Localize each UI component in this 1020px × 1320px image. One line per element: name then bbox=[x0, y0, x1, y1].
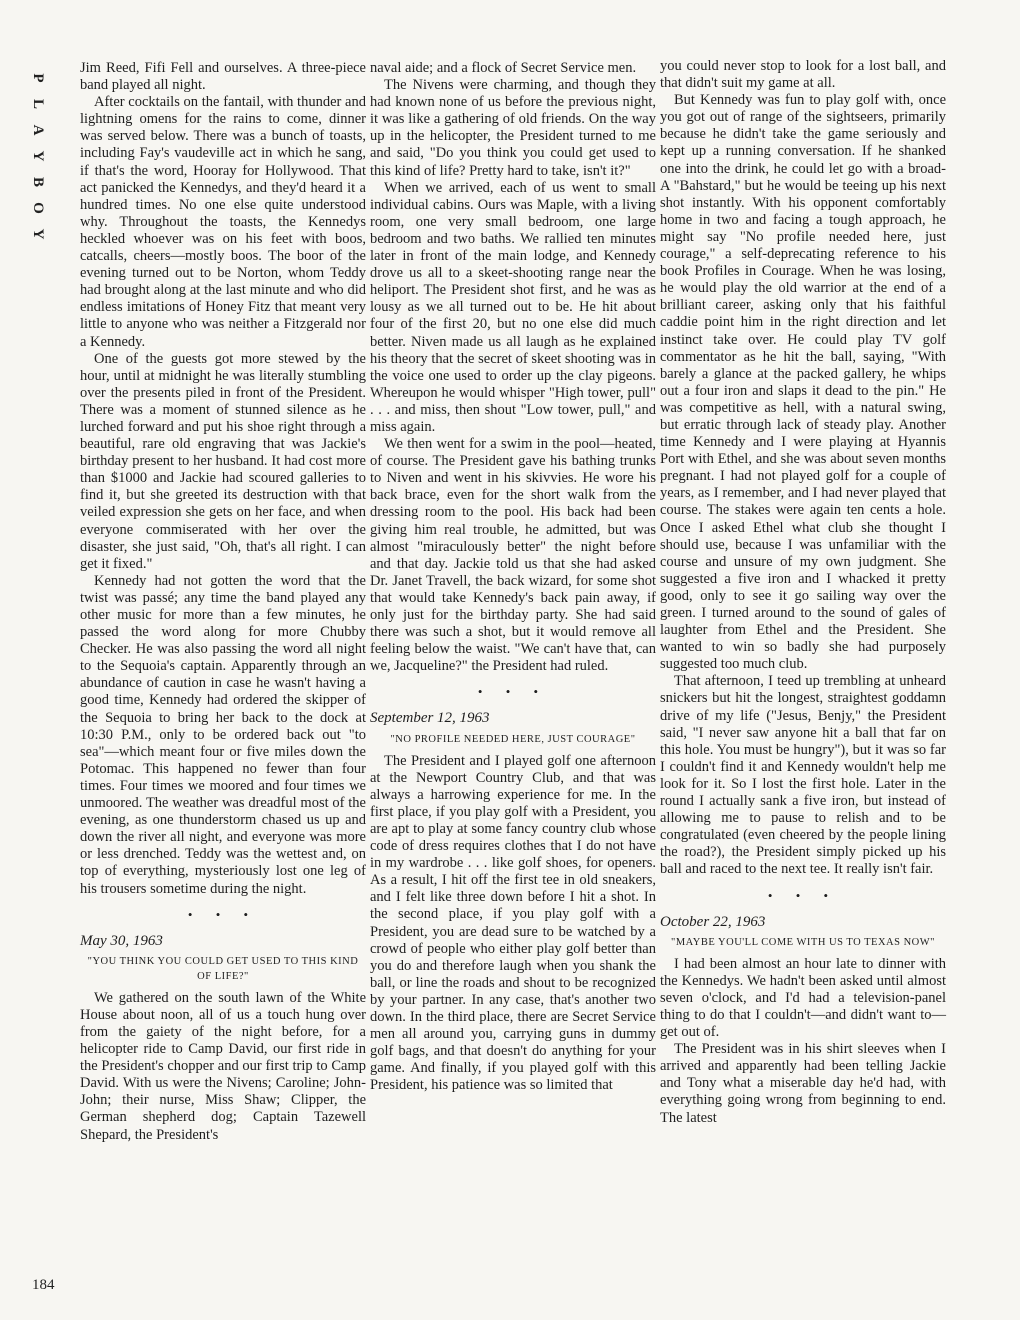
magazine-letter: A bbox=[30, 124, 46, 136]
section-date: October 22, 1963 bbox=[660, 913, 766, 930]
section-date: September 12, 1963 bbox=[370, 710, 490, 727]
text-column-1 bbox=[80, 60, 366, 1144]
magazine-letter: Y bbox=[30, 228, 46, 240]
paragraph: We then went for a swim in the pool—heated, of course. The President gave his bathing trunks to Niven and went in his skivvies. He wore his back brace, even for the short walk from the dressing room to the pool. His back had been giving him real trouble, he admitted, but was almost "miraculously better" the night before and that day. Jackie told us that she had asked Dr. Janet Travell, the back wizard, for some shot that would take Kennedy's back pain away, if only just for the birthday party. She had said there was such a shot, but it would remove all feeling below the waist. "We can't have that, can we, Jacqueline?" the President had ruled. bbox=[370, 436, 656, 675]
text-column-3 bbox=[660, 58, 946, 1127]
paragraph: naval aide; and a flock of Secret Service men. bbox=[370, 60, 637, 76]
magazine-letter: B bbox=[30, 176, 46, 187]
section-subhead: "MAYBE YOU'LL COME WITH US TO TEXAS NOW" bbox=[671, 936, 935, 948]
paragraph: The Nivens were charming, and though they had known none of us before the previous night, it was like a gathering of old friends. On the way up in the helicopter, the President turned to me and said, "Do you think you could get used to this kind of life? Pretty hard to take, isn't it?" bbox=[370, 77, 656, 179]
paragraph: One of the guests got more stewed by the hour, until at midnight he was literally stumbling over the presents piled in front of the President. There was a moment of stunned silence as he lurched forward and put his shoe right through a beautiful, rare old engraving that was Jackie's birthday present to her husband. It had cost more than $1000 and Jackie had scoured galleries to find it, but she greeted its destruction with that veiled expression she gets on her face, and when everyone commiserated with her over the disaster, she just said, "Oh, that's all right. I can get it fixed." bbox=[80, 350, 366, 572]
page-number: 184 bbox=[32, 1277, 55, 1293]
section-subhead: "NO PROFILE NEEDED HERE, JUST COURAGE" bbox=[390, 733, 636, 745]
magazine-letter: Y bbox=[30, 150, 46, 162]
paragraph: After cocktails on the fantail, with thunder and lightning omens for the rains to come, dinner was served below. There was a bunch of toasts, including Fay's vaudeville act in which he sang, if that's the word, Hooray for Hollywood. That act panicked the Kennedys, and they'd heard it a hundred times. No one else quite understood why. Throughout the toasts, the Kennedys heckled whoever was on his feet with boos, catcalls, cheers—mostly boos. The boor of the evening turned out to be Norton, whom Teddy had brought along at the last minute and who did endless imitations of Honey Fitz that meant very little to anyone who was neither a Fitzgerald nor a Kennedy. bbox=[80, 94, 366, 350]
paragraph: That afternoon, I teed up trembling at unheard snickers but hit the longest, straightest goddamn drive of my life ("Jesus, Benjy," the President said, "I never saw anyone hit a ball that far on this hole. You must be hungry"), but it was so far I couldn't find it and Kennedy wouldn't help me look for it. So I lost the first hole. Later in the round I actually sank a five iron, but instead of allowing me to pause to relish and to be congratulated (even cheered by the people lining the road?), the President simply picked up his ball and raced to the next tee. It really isn't fair. bbox=[660, 673, 946, 878]
section-divider: • • • bbox=[477, 684, 549, 700]
section-subhead: "YOU THINK YOU COULD GET USED TO THIS KIND OF LIFE?" bbox=[87, 955, 359, 982]
paragraph: I had been almost an hour late to dinner with the Kennedys. We hadn't been asked until almost seven o'clock, and I'd had a television-panel thing to do that I couldn't—and didn't want to—get out of. bbox=[660, 955, 946, 1041]
paragraph: We gathered on the south lawn of the White House about noon, all of us a touch hung over from the gaiety of the night before, for a helicopter ride to Camp David, our first ride in the President's chopper and our first trip to Camp David. With us were the Nivens; Caroline; John-John; their nurse, Miss Shaw; Clipper, the German shepherd dog; Captain Tazewell Shepard, the President's bbox=[80, 989, 366, 1143]
paragraph: The President and I played golf one afternoon at the Newport Country Club, and that was always a harrowing experience for me. In the first place, if you play golf with a President, you are apt to play at some fancy country club whose code of dress requires clothes that I do not have in my wardrobe . . . like golf shoes, for openers. As a result, I hit off the first tee in old sneakers, and I felt like three down before I hit a shot. In the second place, if you play golf with a President, you are dead sure to be watched by a crowd of people who either play golf better than you do and therefore laugh when you shank the ball, or line the roads and shout to be recognized by your partner. In any case, that's another two down. In the third place, there are Secret Service men all around you, carrying guns in dummy golf bags, and that doesn't do anything for your game. And finally, if you played golf with this President, his patience was so limited that bbox=[370, 752, 656, 1094]
magazine-letter: L bbox=[30, 98, 46, 109]
paragraph: The President was in his shirt sleeves when I arrived and apparently had been telling Jackie and Tony what a miserable day he'd had, with everything going wrong from beginning to end. The latest bbox=[660, 1041, 946, 1126]
paragraph: When we arrived, each of us went to small individual cabins. Ours was Maple, with a living room, one very small bedroom, one large bedroom and two baths. We rallied ten minutes later in front of the main lodge, and Kennedy drove us all to a skeet-shooting range near the heliport. The President shot first, and he was as lousy as we all turned out to be. He hit about four of the first 20, but no one else did much better. Niven made us all laugh as he explained his theory that the secret of skeet shooting was in the voice one used to order up the clay pigeons. Whereupon he would whisper "High tower, pull" . . . and miss, then shout "Low tower, pull," and miss again. bbox=[370, 179, 656, 435]
paragraph: But Kennedy was fun to play golf with, once you got out of range of the sightseers, primarily because he didn't take the game seriously and kept up a running conversation. If he shanked one into the drink, he could let go with a broad-A "Bahstard," but he would be teeing up his next shot instantly. With his opponent comfortably home in two and facing a tough approach, he might say "No profile needed here, just courage," a self-deprecating reference to his book Profiles in Courage. When he was losing, he would play the old warrior at the end of a brilliant career, asking only that his faithful caddie point him in the right direction and let instinct take over. He could play TV golf commentator as he hit the ball, saying, "With barely a glance at the packed gallery, he whips out a four iron and slaps it dead to the pin." He was competitive as hell, with a natural swing, but erratic through lack of steady play. Another time Kennedy and I were playing at Hyannis Port with Ethel, and she was about seven months pregnant. I had not played golf for a couple of years, as I remember, and I had never played that course. The stakes were again ten cents a hole. Once I asked Ethel what club she thought I should use, because I was unfamiliar with the course and unsure of my own judgment. She suggested a five iron and I whacked it pretty good, only to see it go sailing way over the green. I turned around to the sound of gales of laughter from Ethel and the President. She wanted to win so badly she had purposely suggested too much club. bbox=[660, 92, 946, 673]
text-column-2 bbox=[370, 60, 656, 1094]
magazine-letter: O bbox=[30, 202, 46, 214]
magazine-letter: P bbox=[30, 73, 46, 83]
magazine-name bbox=[30, 70, 46, 242]
paragraph: Jim Reed, Fifi Fell and ourselves. A three-piece band played all night. bbox=[80, 60, 366, 94]
section-date: May 30, 1963 bbox=[80, 932, 163, 949]
section-divider: • • • bbox=[767, 887, 839, 903]
section-divider: • • • bbox=[187, 906, 259, 922]
paragraph: Kennedy had not gotten the word that the twist was passé; any time the band played any other music for more than a few minutes, he passed the word along for more Chubby Checker. He was also passing the word all night to the Sequoia's captain. Apparently through an abundance of caution in case he wasn't having a good time, Kennedy had ordered the skipper of the Sequoia to bring her back to the dock at 10:30 P.M., only to be ordered back out "to sea"—which meant four or five miles down the Potomac. This happened no fewer than four times. Four times we moored and four times we unmoored. The weather was dreadful most of the evening, as one thunderstorm chased us up and down the river all night, and everyone was more or less drenched. Teddy was the wettest and, on top of everything, mysteriously lost one leg of his trousers sometime during the night. bbox=[80, 572, 366, 897]
paragraph: you could never stop to look for a lost ball, and that didn't suit my game at all. bbox=[660, 58, 946, 92]
